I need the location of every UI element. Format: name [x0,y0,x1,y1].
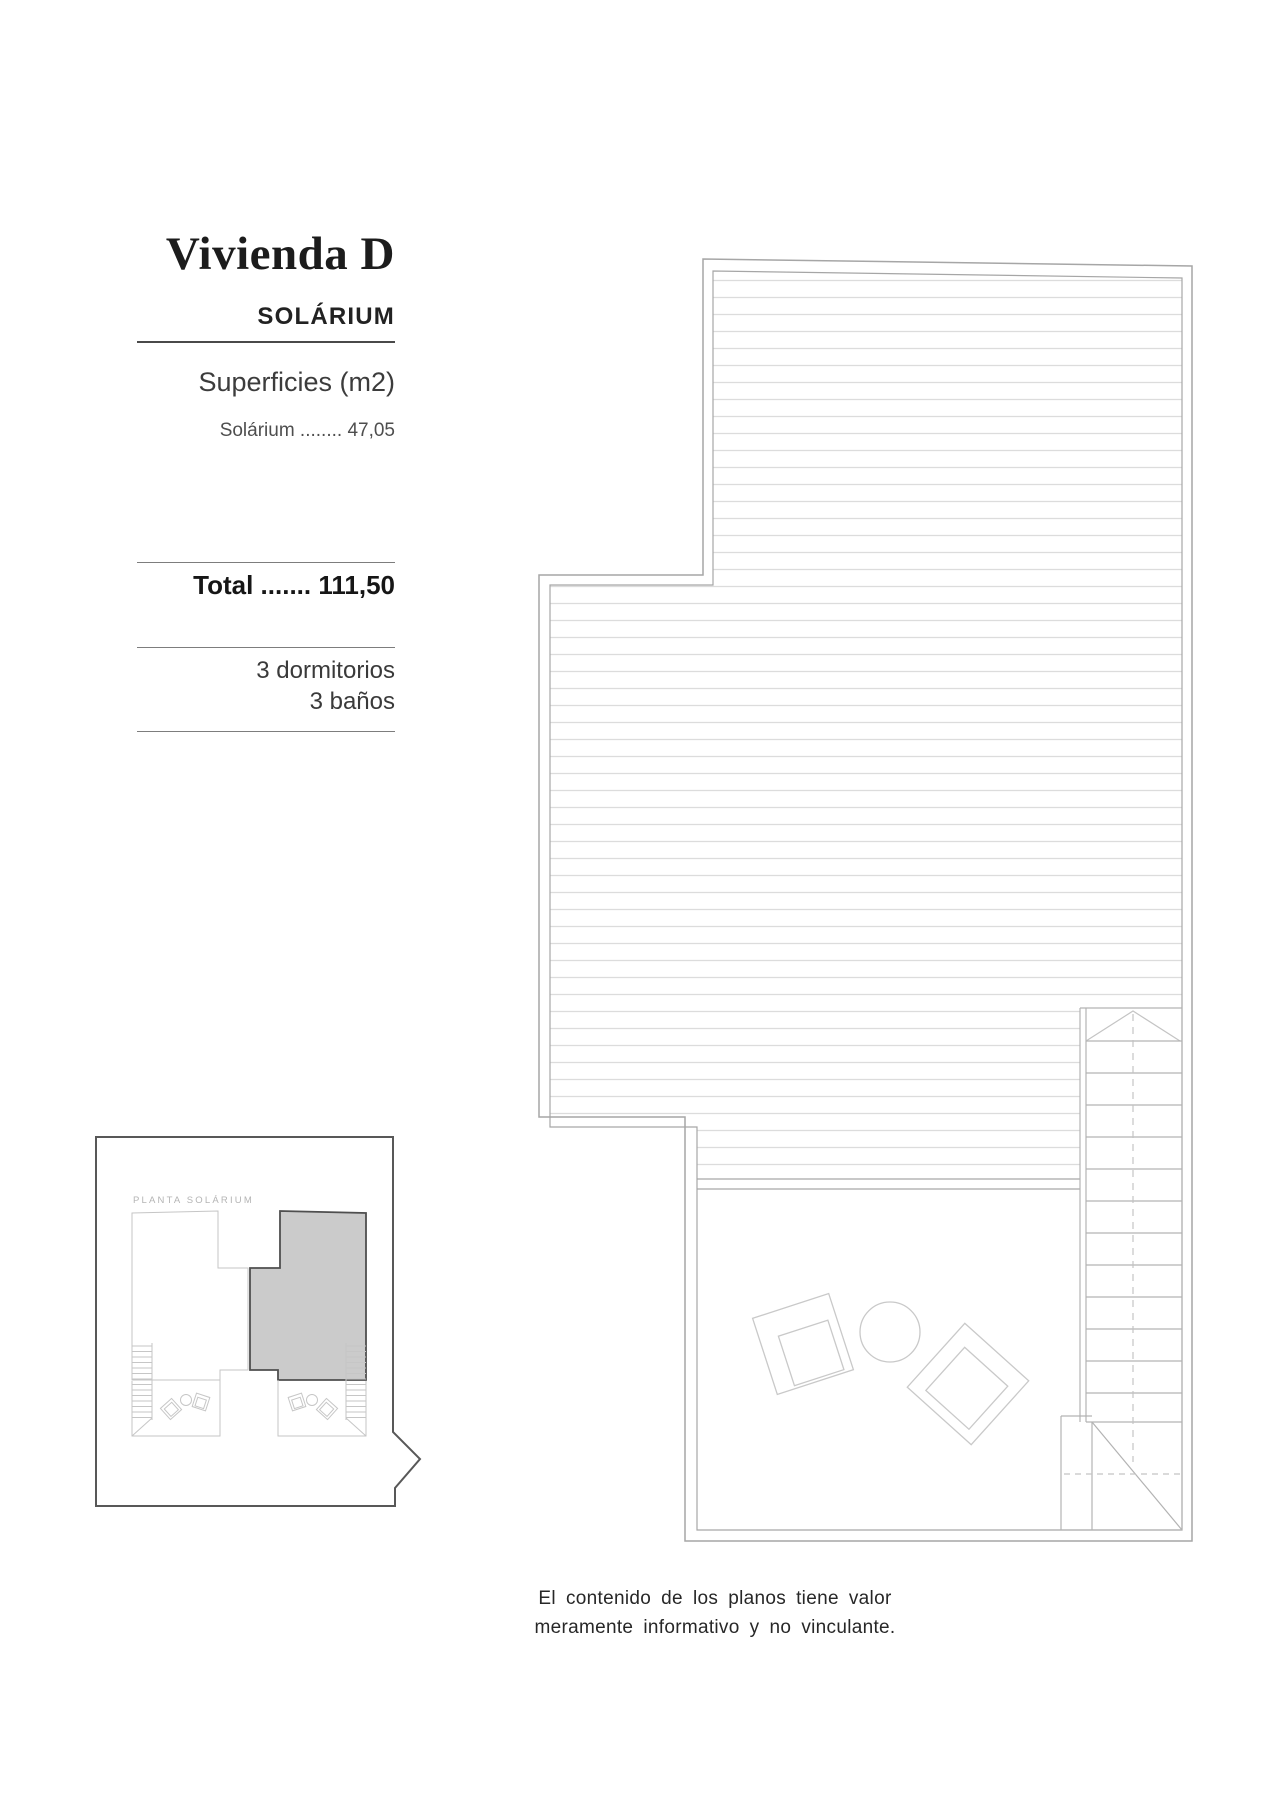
page-title: Vivienda D [165,228,395,280]
deck-terrace-wall [697,1179,1080,1189]
disclaimer [480,1584,950,1642]
main-floor-plan [539,259,1192,1541]
disclaimer-line-2: meramente informativo y no vinculante. [534,1617,896,1638]
mini-map-label: PLANTA SOLÁRIUM [133,1195,254,1206]
furniture-square-table-right [907,1323,1028,1444]
stair-treads [1086,1073,1182,1393]
solarium-area-line: Solárium ........ 47,05 [219,420,395,441]
terrace-furniture [753,1294,1029,1445]
surfaces-heading: Superficies (m2) [198,367,395,397]
plan-subtitle: SOLÁRIUM [257,303,395,330]
title-underline [137,341,395,343]
total-rule-top [137,562,395,563]
disclaimer-line-1: El contenido de los planos tiene valor [538,1588,892,1609]
stair-diagonal [1092,1422,1182,1530]
rooms-rule-bottom [137,731,395,732]
total-area-line: Total ....... 111,50 [193,570,395,600]
bathrooms-line: 3 baños [309,688,395,715]
total-rule-bottom [137,647,395,648]
mini-map [96,1137,420,1506]
solarium-deck-hatch [550,272,1182,1179]
bedrooms-line: 3 dormitorios [256,657,395,684]
furniture-square-table-left [753,1294,854,1395]
furniture-round-table [860,1302,920,1362]
